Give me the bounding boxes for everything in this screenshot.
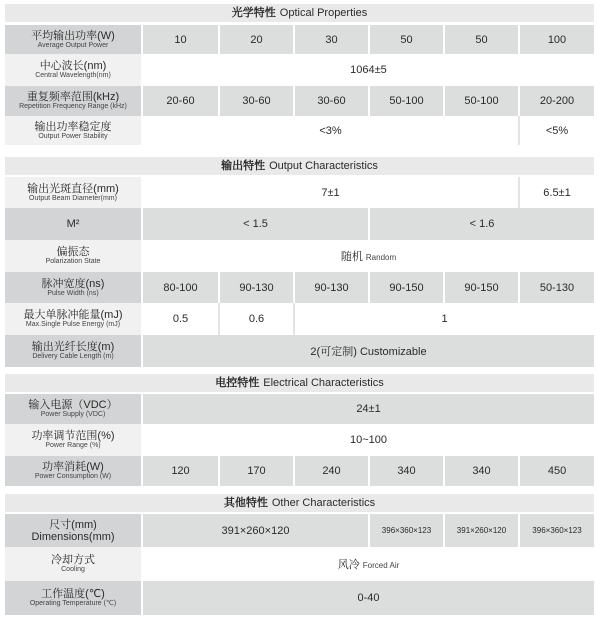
table-row (5, 25, 594, 54)
table-cell: 30-60 (293, 86, 368, 116)
table-row (5, 424, 594, 456)
table-cell: 90-150 (368, 272, 443, 303)
table-row (5, 335, 594, 367)
section-title-en: Electrical Characteristics (263, 376, 384, 389)
table-cell: 240 (293, 456, 368, 486)
other-table (5, 514, 594, 615)
table-row (5, 547, 594, 581)
table-cell: 7±1 (143, 177, 518, 208)
table-row (5, 54, 594, 86)
table-cell: 10 (143, 25, 218, 54)
table-cell: 随机 Random (143, 240, 594, 272)
table-row (5, 581, 594, 615)
table-cell: 风冷 Forced Air (143, 547, 594, 581)
electrical-table (5, 394, 594, 486)
table-cell: 20 (218, 25, 293, 54)
table-cell: 0.5 (143, 303, 218, 335)
table-cell: 0.6 (218, 303, 293, 335)
table-cell: 396×360×123 (368, 514, 443, 547)
table-row (5, 303, 594, 335)
table-cell: 391×260×120 (143, 514, 368, 547)
table-row (5, 240, 594, 272)
row-label: 冷却方式 Cooling (5, 547, 143, 581)
section-title-en: Other Characteristics (271, 496, 376, 509)
table-row (5, 272, 594, 303)
row-label: M² (5, 208, 143, 240)
section-header-optical (5, 4, 594, 22)
table-cell: 340 (368, 456, 443, 486)
table-cell: 50-100 (368, 86, 443, 116)
table-cell: 450 (518, 456, 594, 486)
table-cell: 30 (293, 25, 368, 54)
table-cell: 50-100 (443, 86, 518, 116)
section-title-cn: 输出特性 (221, 159, 266, 172)
section-title-cn: 电控特性 (215, 376, 260, 389)
table-cell: 396×360×123 (518, 514, 594, 547)
table-cell: 1 (293, 303, 594, 335)
table-cell: 80-100 (143, 272, 218, 303)
section-header-output (5, 157, 594, 175)
row-label: 脉冲宽度(ns) Pulse Width (ns) (5, 272, 143, 303)
table-cell: 0-40 (143, 581, 594, 615)
table-row (5, 208, 594, 240)
table-cell: 90-130 (293, 272, 368, 303)
output-table (5, 177, 594, 367)
table-cell: 50 (368, 25, 443, 54)
table-cell: 90-130 (218, 272, 293, 303)
table-cell: 391×260×120 (443, 514, 518, 547)
row-label: 功率调节范围(%) Power Range (%) (5, 424, 143, 456)
table-row (5, 116, 594, 145)
table-cell: 50-130 (518, 272, 594, 303)
table-cell: 100 (518, 25, 594, 54)
table-row (5, 394, 594, 424)
table-cell: 20-200 (518, 86, 594, 116)
table-cell: < 1.5 (143, 208, 368, 240)
table-cell: 20-60 (143, 86, 218, 116)
table-cell: <3% (143, 116, 518, 145)
row-label: 中心波长(nm) Central Wavelength(nm) (5, 54, 143, 86)
row-label: 最大单脉冲能量(mJ) Max.Single Pulse Energy (mJ) (5, 303, 143, 335)
row-label: 平均输出功率(W) Average Output Power (5, 25, 143, 54)
table-cell: < 1.6 (368, 208, 594, 240)
table-cell: 6.5±1 (518, 177, 594, 208)
table-cell: 2(可定制) Customizable (143, 335, 594, 367)
table-cell: 120 (143, 456, 218, 486)
row-label: 输入电源（VDC） Power Supply (VDC) (5, 394, 143, 424)
section-title-en: Optical Properties (279, 6, 368, 19)
row-label: 功率消耗(W) Power Consumption (W) (5, 456, 143, 486)
section-title-cn: 其他特性 (223, 496, 268, 509)
section-header-electrical (5, 374, 594, 392)
row-label: 输出功率稳定度 Output Power Stability (5, 116, 143, 145)
table-cell: 10~100 (143, 424, 594, 456)
table-cell: 340 (443, 456, 518, 486)
row-label: 输出光纤长度(m) Delivery Cable Length (m) (5, 335, 143, 367)
table-row (5, 86, 594, 116)
table-cell: 1064±5 (143, 54, 594, 86)
table-cell: 24±1 (143, 394, 594, 424)
table-cell: 50 (443, 25, 518, 54)
section-title-cn: 光学特性 (231, 6, 276, 19)
table-cell: 90-150 (443, 272, 518, 303)
row-label: 偏振态 Polarization State (5, 240, 143, 272)
section-header-other (5, 494, 594, 512)
table-row (5, 456, 594, 486)
table-row (5, 177, 594, 208)
table-cell: 170 (218, 456, 293, 486)
table-cell: <5% (518, 116, 594, 145)
row-label: 输出光斑直径(mm) Output Beam Diameter(mm) (5, 177, 143, 208)
table-row (5, 514, 594, 547)
table-cell: 30-60 (218, 86, 293, 116)
row-label: 尺寸(mm) Dimensions(mm) (5, 514, 143, 547)
row-label: 重复频率范围(kHz) Repetition Frequency Range (kHz) (5, 86, 143, 116)
optical-table (5, 25, 594, 145)
row-label: 工作温度(℃) Operating Temperature (℃) (5, 581, 143, 615)
section-title-en: Output Characteristics (269, 159, 378, 172)
